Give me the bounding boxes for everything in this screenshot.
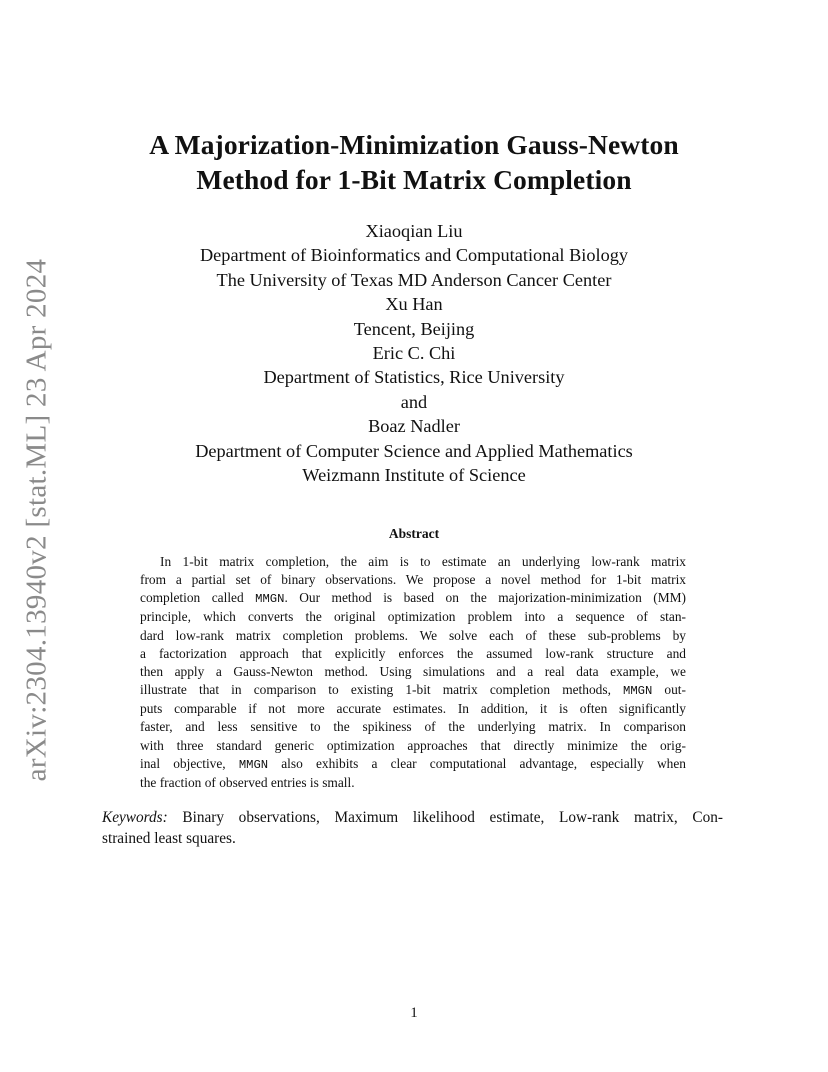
title-line: A Majorization-Minimization Gauss-Newton xyxy=(149,129,679,160)
author-affiliation: The University of Texas MD Anderson Cancer Center xyxy=(216,269,612,290)
author-conjunction: and xyxy=(400,391,428,412)
arxiv-side-stamp: arXiv:2304.13940v2 [stat.ML] 23 Apr 2024 xyxy=(20,258,53,782)
abstract-line xyxy=(140,681,686,700)
keywords-line xyxy=(102,807,723,828)
abstract-line: the fraction of observed entries is small. xyxy=(140,774,355,790)
keywords-label: Keywords: xyxy=(102,809,168,826)
abstract-line: puts comparable if not more accurate estimates. In addition, it is often significantly xyxy=(140,701,686,717)
author-affiliation: Tencent, Beijing xyxy=(353,318,475,339)
author-name: Xiaoqian Liu xyxy=(365,221,463,241)
abstract-line: faster, and less sensitive to the spikiness of the underlying matrix. In comparison xyxy=(140,719,686,735)
author-block xyxy=(80,219,748,487)
author-affiliation: Department of Bioinformatics and Computational Biology xyxy=(199,245,628,266)
author-affiliation: Weizmann Institute of Science xyxy=(302,465,526,486)
abstract-line: principle, which converts the original optimization problem into a sequence of stan- xyxy=(140,609,686,625)
abstract-line: a factorization approach that explicitly enforces the assumed low-rank structure and xyxy=(140,645,686,661)
abstract-line: with three standard generic optimization approaches that directly minimize the orig- xyxy=(140,737,686,753)
method-name-code: MMGN xyxy=(255,592,285,607)
author-name: Xu Han xyxy=(385,294,443,315)
author-name: Boaz Nadler xyxy=(368,416,460,437)
abstract-heading: Abstract xyxy=(388,526,440,541)
abstract-line xyxy=(140,589,686,608)
keywords-text: Binary observations, Maximum likelihood estimate, Low-rank matrix, Con- xyxy=(167,809,723,826)
abstract-text: out- xyxy=(652,682,686,698)
abstract-line: then apply a Gauss-Newton method. Using simulations and a real data example, we xyxy=(140,663,686,679)
abstract-line: dard low-rank matrix completion problems. We solve each of these sub-problems by xyxy=(140,627,686,643)
page-number: 1 xyxy=(410,1005,418,1021)
author-affiliation: Department of Computer Science and Applied Mathematics xyxy=(195,440,633,461)
abstract-body xyxy=(140,553,686,792)
author-affiliation: Department of Statistics, Rice University xyxy=(263,367,565,388)
abstract-text: also exhibits a clear computational advantage, especially when xyxy=(268,755,686,771)
keywords-section xyxy=(102,807,723,849)
title-line: Method for 1-Bit Matrix Completion xyxy=(196,164,632,195)
abstract-line: In 1-bit matrix completion, the aim is to estimate an underlying low-rank matrix xyxy=(160,554,686,569)
abstract-text: inal objective, xyxy=(140,755,239,771)
method-name-code: MMGN xyxy=(238,757,269,772)
paper-title xyxy=(80,127,748,197)
abstract-line xyxy=(140,755,686,774)
abstract-text: illustrate that in comparison to existing 1-bit matrix completion methods, xyxy=(140,682,624,698)
abstract-text: . Our method is based on the majorization-minimization (MM) xyxy=(284,590,686,606)
abstract-line: from a partial set of binary observations. We propose a novel method for 1-bit matrix xyxy=(140,572,686,588)
author-name: Eric C. Chi xyxy=(372,343,456,364)
keywords-line: strained least squares. xyxy=(102,830,236,847)
abstract-text: completion called xyxy=(140,590,256,606)
method-name-code: MMGN xyxy=(623,684,653,699)
